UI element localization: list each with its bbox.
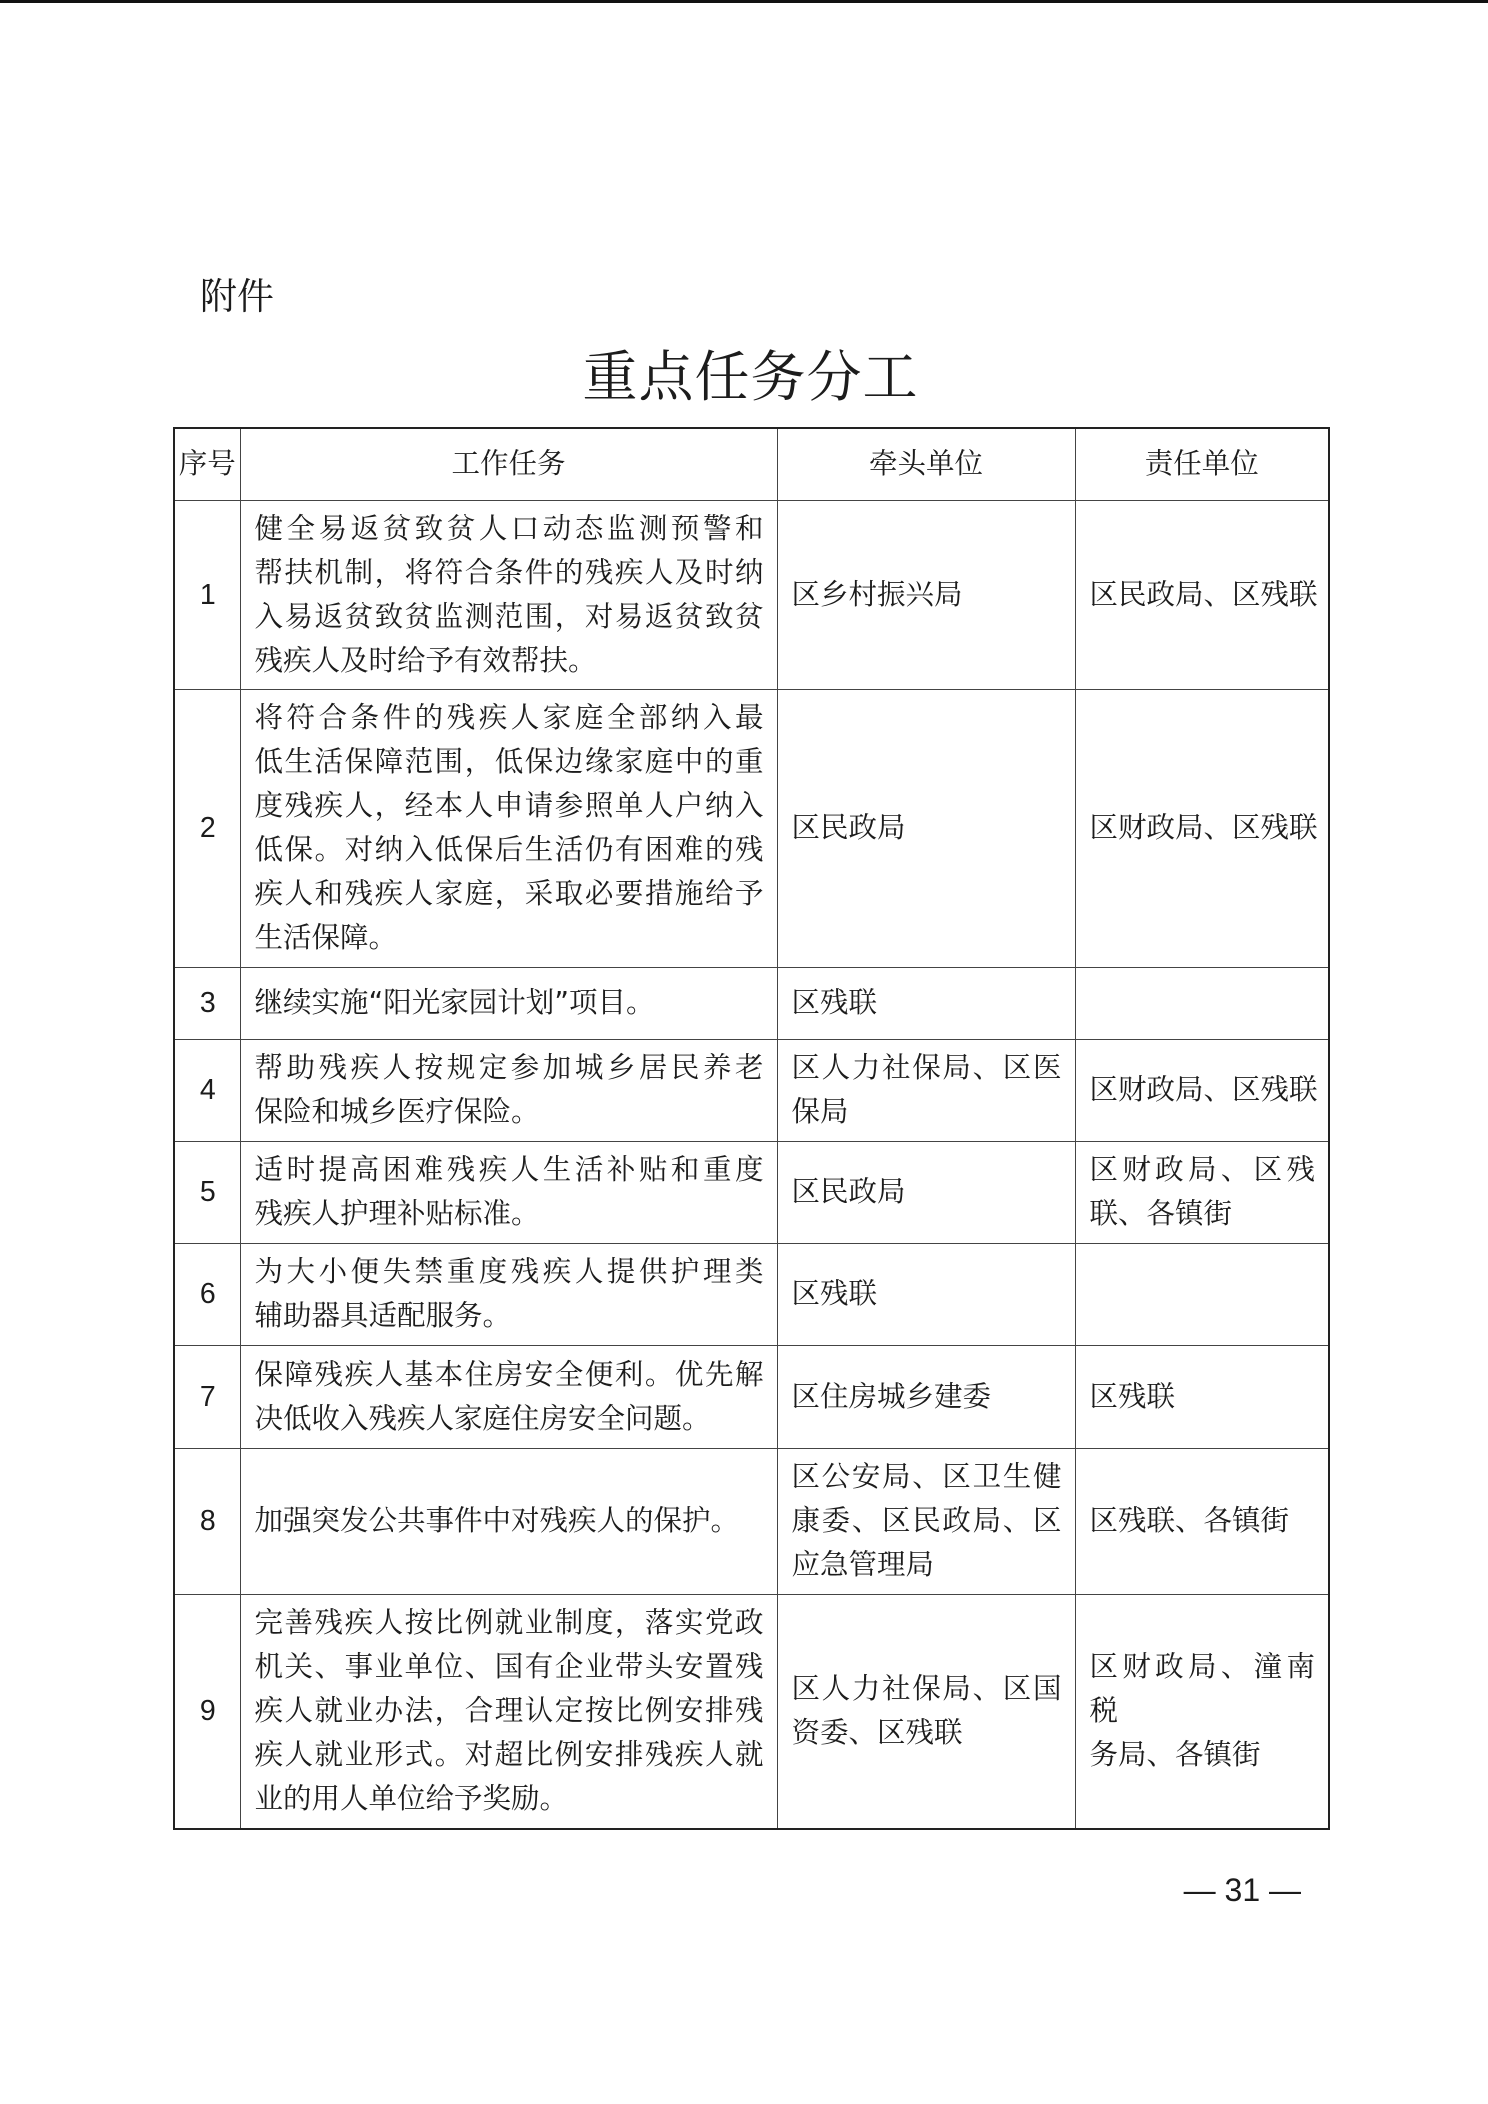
seq-cell: 8 (174, 1448, 240, 1594)
seq-cell: 2 (174, 689, 240, 967)
task-cell (240, 1243, 777, 1345)
task-cell (240, 1448, 777, 1594)
task-line: 残疾人护理补贴标准。 (254, 1197, 540, 1230)
lead-unit-line: 资委、区残联 (791, 1716, 963, 1750)
lead-unit-line: 保局 (791, 1095, 849, 1128)
lead-unit-line: 区民政局 (791, 811, 906, 844)
lead-unit-cell (777, 1243, 1075, 1345)
seq-cell: 3 (174, 967, 240, 1039)
task-line: 健全易返贫致贫人口动态监测预警和 (254, 511, 764, 545)
task-line: 辅助器具适配服务。 (254, 1299, 512, 1332)
responsible-unit-line: 联、各镇街 (1089, 1197, 1233, 1230)
lead-unit-line: 区乡村振兴局 (791, 577, 963, 611)
responsible-unit-cell (1075, 1243, 1329, 1345)
task-line: 帮助残疾人按规定参加城乡居民养老 (254, 1051, 764, 1084)
task-line: 加强突发公共事件中对残疾人的保护。 (254, 1504, 740, 1537)
task-line: 保险和城乡医疗保险。 (254, 1095, 540, 1128)
table-header-row (174, 428, 1329, 500)
responsible-unit-cell (1075, 1141, 1329, 1243)
table-row (174, 1594, 1329, 1829)
task-line: 残疾人及时给予有效帮扶。 (254, 643, 597, 677)
lead-unit-cell (777, 1594, 1075, 1829)
seq-cell: 9 (174, 1594, 240, 1829)
lead-unit-cell (777, 689, 1075, 967)
table-row (174, 1345, 1329, 1448)
responsible-unit-line: 区财政局、区残 (1089, 1153, 1315, 1186)
task-cell (240, 1345, 777, 1448)
task-line: 入易返贫致贫监测范围，对易返贫致贫 (254, 599, 764, 633)
task-line: 业的用人单位给予奖励。 (254, 1782, 569, 1816)
task-line: 决低收入残疾人家庭住房安全问题。 (254, 1401, 711, 1435)
task-line: 帮扶机制，将符合条件的残疾人及时纳 (254, 555, 764, 589)
responsible-unit-cell (1075, 500, 1329, 689)
lead-unit-line: 康委、区民政局、区 (791, 1504, 1062, 1537)
lead-unit-line: 区残联 (791, 1277, 878, 1310)
task-line: 生活保障。 (254, 921, 398, 954)
task-line: 低生活保障范围，低保边缘家庭中的重 (254, 745, 764, 778)
table-row (174, 1141, 1329, 1243)
task-line: 度残疾人，经本人申请参照单人户纳入 (254, 789, 764, 822)
table-row (174, 967, 1329, 1039)
responsible-unit-line: 务局、各镇街 (1089, 1738, 1261, 1772)
task-cell (240, 1594, 777, 1829)
responsible-unit-cell (1075, 1039, 1329, 1141)
lead-unit-cell (777, 967, 1075, 1039)
seq-cell: 4 (174, 1039, 240, 1141)
lead-unit-line: 区人力社保局、区国 (791, 1672, 1062, 1706)
lead-unit-line: 应急管理局 (791, 1548, 935, 1581)
lead-unit-line: 区民政局 (791, 1175, 906, 1208)
attachment-label: 附件 (200, 275, 274, 318)
task-line: 将符合条件的残疾人家庭全部纳入最 (254, 701, 764, 734)
responsible-unit-line: 区财政局、潼南税 (1089, 1650, 1315, 1728)
task-table-body (174, 500, 1329, 1829)
responsible-unit-line: 区民政局、区残联 (1089, 577, 1318, 611)
page-number: — 31 — (1183, 1872, 1301, 1908)
task-line: 为大小便失禁重度残疾人提供护理类 (254, 1255, 764, 1288)
table-row (174, 1448, 1329, 1594)
task-cell (240, 1039, 777, 1141)
table-row (174, 500, 1329, 689)
lead-unit-line: 区残联 (791, 986, 878, 1019)
header-responsible-unit: 责任单位 (1075, 428, 1329, 500)
header-lead-unit: 牵头单位 (777, 428, 1075, 500)
task-line: 适时提高困难残疾人生活补贴和重度 (254, 1153, 764, 1186)
task-cell (240, 689, 777, 967)
task-line: 低保。对纳入低保后生活仍有困难的残 (254, 833, 764, 866)
responsible-unit-cell (1075, 967, 1329, 1039)
task-line: 继续实施“阳光家园计划”项目。 (254, 986, 655, 1019)
responsible-unit-cell (1075, 1345, 1329, 1448)
lead-unit-cell (777, 1345, 1075, 1448)
seq-cell: 6 (174, 1243, 240, 1345)
task-cell (240, 500, 777, 689)
table-row (174, 689, 1329, 967)
responsible-unit-cell (1075, 1594, 1329, 1829)
seq-cell: 1 (174, 500, 240, 689)
lead-unit-line: 区公安局、区卫生健 (791, 1460, 1062, 1493)
task-cell (240, 1141, 777, 1243)
lead-unit-cell (777, 1141, 1075, 1243)
lead-unit-cell (777, 1448, 1075, 1594)
seq-cell: 5 (174, 1141, 240, 1243)
task-line: 疾人和残疾人家庭，采取必要措施给予 (254, 877, 764, 910)
task-line: 保障残疾人基本住房安全便利。优先解 (254, 1357, 764, 1391)
header-task: 工作任务 (240, 428, 777, 500)
lead-unit-cell (777, 1039, 1075, 1141)
responsible-unit-line: 区财政局、区残联 (1089, 1073, 1318, 1106)
task-division-table (173, 427, 1330, 1830)
responsible-unit-line: 区残联、各镇街 (1089, 1504, 1290, 1537)
lead-unit-cell (777, 500, 1075, 689)
task-line: 完善残疾人按比例就业制度，落实党政 (254, 1606, 764, 1640)
document-title: 重点任务分工 (582, 345, 919, 409)
task-cell (240, 967, 777, 1039)
responsible-unit-line: 区财政局、区残联 (1089, 811, 1318, 844)
responsible-unit-cell (1075, 1448, 1329, 1594)
responsible-unit-line: 区残联 (1089, 1379, 1176, 1413)
task-line: 疾人就业形式。对超比例安排残疾人就 (254, 1738, 764, 1772)
task-line: 疾人就业办法，合理认定按比例安排残 (254, 1694, 764, 1728)
task-line: 机关、事业单位、国有企业带头安置残 (254, 1650, 764, 1684)
responsible-unit-cell (1075, 689, 1329, 967)
lead-unit-line: 区住房城乡建委 (791, 1379, 992, 1413)
table-row (174, 1243, 1329, 1345)
lead-unit-line: 区人力社保局、区医 (791, 1051, 1062, 1084)
page-top-edge-line (0, 0, 1488, 3)
header-seq: 序号 (174, 428, 240, 500)
seq-cell: 7 (174, 1345, 240, 1448)
table-row (174, 1039, 1329, 1141)
